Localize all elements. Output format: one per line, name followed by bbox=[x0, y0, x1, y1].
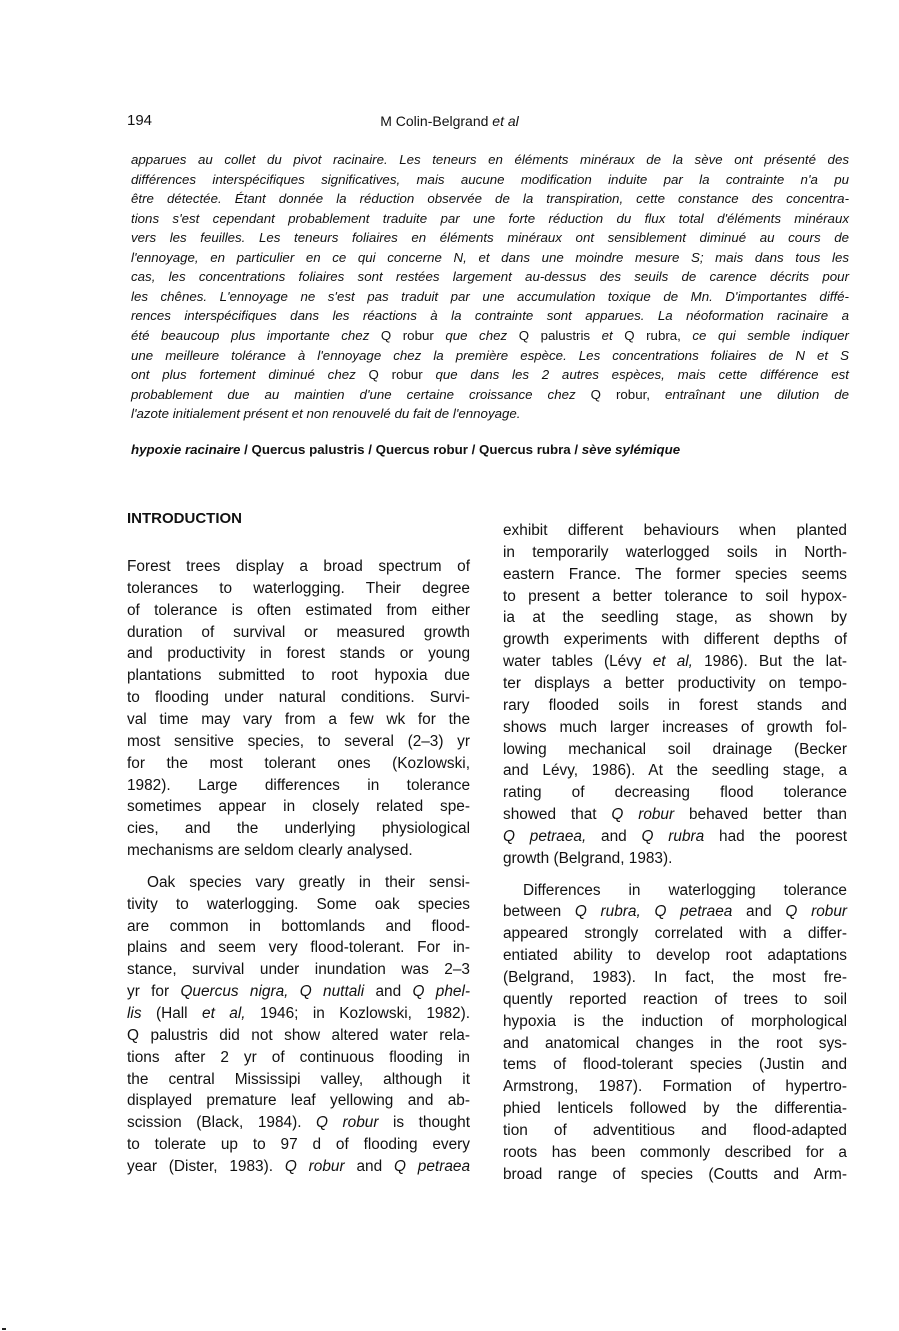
right-column-text: and bbox=[586, 827, 642, 845]
right-column-text: and Lévy, 1986). At the seedling stage, a bbox=[503, 762, 847, 780]
left-column-line bbox=[127, 818, 470, 840]
right-column-line bbox=[503, 542, 847, 564]
left-column-text: Q palustris did not show altered water rela- bbox=[127, 1026, 470, 1044]
right-column-line bbox=[503, 1076, 847, 1098]
right-column-text: et al, bbox=[652, 653, 693, 671]
abstract-text: Q robur bbox=[380, 327, 434, 343]
abstract-text: rences interspécifiques dans les réactions à la contrainte sont apparues. La néoformation racinaire a bbox=[131, 308, 849, 324]
left-column-text: scission (Black, 1984). bbox=[127, 1114, 317, 1132]
abstract-text: une meilleure tolérance à l'ennoyage chez la première espèce. Les concentrations foliaires de N et S bbox=[131, 347, 849, 363]
right-column-text: to present a better tolerance to soil hypox- bbox=[503, 587, 847, 605]
right-column-text: between bbox=[503, 903, 575, 921]
right-column-text: ia at the seedling stage, as shown by bbox=[503, 609, 847, 627]
right-column-text: Q rubra, Q petraea bbox=[574, 903, 733, 921]
left-column-line bbox=[127, 731, 470, 753]
abstract-text: les chênes. L'ennoyage ne s'est pas traduit par une accumulation toxique de Mn. D'importantes diffé- bbox=[131, 288, 849, 304]
right-column-text: hypoxia is the induction of morphological bbox=[503, 1012, 847, 1030]
left-column-line bbox=[127, 894, 470, 916]
abstract-line bbox=[131, 248, 849, 268]
left-column-line bbox=[127, 687, 470, 709]
left-column-text: Forest trees display a broad spectrum of bbox=[127, 558, 470, 575]
left-column-text: tions after 2 yr of continuous flooding in bbox=[127, 1048, 470, 1066]
abstract-text: Q robur, bbox=[590, 386, 650, 402]
right-column-text: phied lenticels followed by the differentia- bbox=[503, 1100, 847, 1118]
left-column-text: and productivity in forest stands or young bbox=[127, 645, 470, 663]
left-column-line bbox=[127, 709, 470, 731]
left-column-text: and bbox=[344, 1157, 394, 1175]
abstract-text: ce qui semble indiquer bbox=[680, 327, 849, 343]
left-column-text: plantations submitted to root hypoxia due bbox=[127, 667, 470, 685]
right-column-line bbox=[503, 717, 847, 739]
abstract-text: différences interspécifiques significatives, mais aucune modification induite par la contrainte n'a pu bbox=[131, 171, 849, 187]
right-column-text: water tables (Lévy bbox=[503, 653, 653, 671]
abstract-text: vers les feuilles. Les teneurs foliaires en éléments minéraux ont sensiblement diminué au cours de bbox=[131, 230, 849, 246]
left-column-line bbox=[127, 1112, 470, 1134]
right-column-text: appeared strongly correlated with a differ- bbox=[503, 925, 847, 943]
right-column-text: ter displays a better productivity on tempo- bbox=[503, 674, 847, 692]
right-column-line bbox=[503, 989, 847, 1011]
right-column-text: showed that bbox=[503, 806, 612, 824]
keyword-species: / Quercus palustris / Quercus robur / Quercus rubra / bbox=[240, 442, 582, 457]
right-column-line bbox=[503, 760, 847, 782]
left-column-line bbox=[127, 981, 470, 1003]
abstract-line bbox=[131, 365, 849, 385]
left-column-text: to tolerate up to 97 d of flooding every bbox=[127, 1136, 470, 1154]
right-column-text: roots has been commonly described for a bbox=[503, 1143, 847, 1161]
right-column-line bbox=[503, 695, 847, 717]
right-column-text: shows much larger increases of growth fol- bbox=[503, 718, 847, 736]
left-column-line bbox=[127, 796, 470, 818]
abstract-text: et bbox=[590, 327, 625, 343]
left-column-text: displayed premature leaf yellowing and ab- bbox=[127, 1092, 470, 1110]
left-column-line bbox=[127, 665, 470, 687]
abstract-text: Q robur bbox=[368, 367, 423, 383]
abstract-line bbox=[131, 346, 849, 366]
abstract-line bbox=[131, 326, 849, 346]
left-column-text: and bbox=[364, 983, 413, 1001]
left-column-text: cies, and the underlying physiological bbox=[127, 820, 470, 838]
abstract-line bbox=[131, 150, 849, 170]
right-column-text: Armstrong, 1987). Formation of hypertro- bbox=[503, 1078, 847, 1096]
abstract-text: cas, les concentrations foliaires sont restées largement au-dessus des seuils de carence décrits pour bbox=[131, 269, 849, 285]
left-column-line bbox=[147, 872, 470, 894]
abstract-text: être détectée. Étant donnée la réduction observée de la transpiration, cette constance des concentra- bbox=[131, 191, 849, 207]
scan-corner-mark bbox=[2, 1328, 6, 1330]
right-column-line bbox=[503, 1098, 847, 1120]
right-column-text: rating of decreasing flood tolerance bbox=[503, 784, 847, 802]
right-column-text: Differences in waterlogging tolerance bbox=[523, 881, 847, 899]
abstract-line bbox=[131, 385, 849, 405]
left-column-line bbox=[127, 775, 470, 797]
left-column-text: tolerances to waterlogging. Their degree bbox=[127, 579, 470, 597]
right-column-text: broad range of species (Coutts and Arm- bbox=[503, 1165, 847, 1183]
left-column-line bbox=[127, 556, 470, 578]
right-column-text: had the poorest bbox=[704, 827, 847, 845]
running-head-etal: et al bbox=[492, 113, 519, 129]
abstract-text: entraînant une dilution de bbox=[650, 386, 850, 402]
keyword-term: sève sylémique bbox=[581, 442, 681, 457]
left-column-line bbox=[127, 578, 470, 600]
right-column-text: and bbox=[732, 903, 786, 921]
right-column-text: tion of adventitious and flood-adapted bbox=[503, 1121, 847, 1139]
right-column-line bbox=[503, 629, 847, 651]
right-column-line bbox=[503, 673, 847, 695]
left-column-text: Quercus nigra, Q nuttali bbox=[180, 983, 365, 1001]
left-column-text: yr for bbox=[127, 983, 181, 1001]
left-column-line bbox=[127, 937, 470, 959]
left-column-text: Q phel- bbox=[412, 983, 470, 1001]
right-column-line bbox=[523, 880, 847, 902]
right-column-line bbox=[503, 1142, 847, 1164]
right-column-line bbox=[503, 564, 847, 586]
section-heading-introduction: INTRODUCTION bbox=[127, 510, 242, 527]
right-column-text: Q robur bbox=[611, 806, 675, 824]
left-column-text: sometimes appear in closely related spe- bbox=[127, 798, 470, 816]
left-column-text: lis bbox=[127, 1005, 142, 1022]
left-column-line bbox=[127, 1069, 470, 1091]
abstract-text: l'ennoyage, en particulier en ce qui concerne N, et dans une moindre mesure S; mais dans tous les bbox=[131, 249, 849, 265]
right-column-text: and anatomical changes in the root sys- bbox=[503, 1034, 847, 1052]
left-column-line bbox=[127, 1025, 470, 1047]
abstract-text: apparues au collet du pivot racinaire. Les teneurs en éléments minéraux de la sève ont présenté des bbox=[131, 152, 849, 167]
running-head-authors: M Colin-Belgrand bbox=[380, 113, 489, 129]
right-column-text: growth (Belgrand, 1983). bbox=[503, 849, 673, 867]
right-column-line bbox=[503, 1164, 847, 1186]
right-column-text: entiated ability to develop root adaptations bbox=[503, 947, 847, 965]
right-column-text: eastern France. The former species seems bbox=[503, 565, 847, 583]
abstract-line bbox=[131, 306, 849, 326]
left-column-text: for the most tolerant ones (Kozlowski, bbox=[127, 754, 470, 772]
left-column-text: Q robur bbox=[284, 1157, 345, 1175]
abstract-text: tions s'est cependant probablement traduite par une forte réduction du flux total d'éléments minéraux bbox=[131, 210, 849, 226]
right-column-text: Q rubra bbox=[641, 827, 705, 845]
right-column-line bbox=[503, 739, 847, 761]
left-column-text: year (Dister, 1983). bbox=[127, 1157, 285, 1175]
abstract-line bbox=[131, 170, 849, 190]
left-column-text: mechanisms are seldom clearly analysed. bbox=[127, 842, 413, 860]
right-column-text: exhibit different behaviours when planted bbox=[503, 522, 847, 539]
abstract-line bbox=[131, 209, 849, 229]
abstract-line bbox=[131, 228, 849, 248]
abstract-line bbox=[131, 267, 849, 287]
left-column-text: the central Mississipi valley, although it bbox=[127, 1070, 470, 1088]
left-column-line bbox=[127, 643, 470, 665]
abstract-text: été beaucoup plus importante chez bbox=[131, 327, 381, 343]
left-column-text: tivity to waterlogging. Some oak species bbox=[127, 895, 470, 913]
abstract-line bbox=[131, 189, 849, 209]
left-column-text: to flooding under natural conditions. Survi- bbox=[127, 689, 470, 707]
right-column-line bbox=[503, 782, 847, 804]
right-column-text: tems of flood-tolerant species (Justin and bbox=[503, 1056, 847, 1074]
right-column-text: rary flooded soils in forest stands and bbox=[503, 696, 847, 714]
right-column-line bbox=[503, 967, 847, 989]
left-column-line bbox=[127, 916, 470, 938]
left-column-line bbox=[127, 600, 470, 622]
right-column-text: behaved better than bbox=[674, 806, 847, 824]
right-column-line bbox=[503, 607, 847, 629]
right-column-line bbox=[503, 520, 847, 542]
left-column-text: plains and seem very flood-tolerant. For in- bbox=[127, 939, 470, 957]
right-column-text: (Belgrand, 1983). In fact, the most fre- bbox=[503, 969, 847, 986]
left-column-line bbox=[127, 840, 470, 862]
left-column-text: stance, survival under inundation was 2–3 bbox=[127, 961, 470, 979]
right-column-text: growth experiments with different depths of bbox=[503, 631, 847, 649]
right-column-line bbox=[503, 1120, 847, 1142]
right-column-line bbox=[503, 945, 847, 967]
left-column-line bbox=[127, 1134, 470, 1156]
right-column-line bbox=[503, 1033, 847, 1055]
right-column-text: in temporarily waterlogged soils in North- bbox=[503, 543, 847, 561]
right-column-line bbox=[503, 826, 847, 848]
abstract-line bbox=[131, 287, 849, 307]
left-column-line bbox=[127, 753, 470, 775]
left-column-text: Oak species vary greatly in their sensi- bbox=[147, 873, 470, 891]
left-column-text: (Hall bbox=[141, 1005, 203, 1022]
left-column-text: 1982). Large differences in tolerance bbox=[127, 776, 470, 794]
left-column-text: duration of survival or measured growth bbox=[127, 623, 470, 641]
abstract-text: Q palustris bbox=[518, 327, 591, 343]
left-column-text: are common in bottomlands and flood- bbox=[127, 917, 470, 935]
abstract-line bbox=[131, 404, 849, 424]
abstract-text: ont plus fortement diminué chez bbox=[131, 367, 369, 383]
right-column-text: Q petraea, bbox=[503, 827, 587, 845]
keywords bbox=[131, 442, 849, 457]
right-column-text: lowing mechanical soil drainage (Becker bbox=[503, 740, 847, 758]
right-column-line bbox=[503, 804, 847, 826]
left-column-line bbox=[127, 1003, 470, 1025]
abstract-text: que dans les 2 autres espèces, mais cette différence est bbox=[422, 367, 849, 383]
right-column-line bbox=[503, 651, 847, 673]
left-column-text: val time may vary from a few wk for the bbox=[127, 710, 470, 728]
left-column-text: Q robur bbox=[316, 1114, 379, 1132]
right-column-line bbox=[503, 923, 847, 945]
right-column-line bbox=[503, 1011, 847, 1033]
left-column-text: most sensitive species, to several (2–3) yr bbox=[127, 732, 470, 750]
right-column-line bbox=[503, 1054, 847, 1076]
abstract-text: que chez bbox=[433, 327, 519, 343]
right-column-line bbox=[503, 848, 847, 870]
left-column-text: et al, bbox=[202, 1005, 246, 1022]
abstract-text: Q rubra, bbox=[624, 327, 681, 343]
left-column-text: is thought bbox=[378, 1114, 470, 1132]
left-column-text: 1946; in Kozlowski, 1982). bbox=[245, 1005, 471, 1022]
left-column-line bbox=[127, 1090, 470, 1112]
right-column-line bbox=[503, 901, 847, 923]
page-number: 194 bbox=[127, 112, 153, 129]
right-column-text: 1986). But the lat- bbox=[692, 653, 848, 671]
right-column-text: quently reported reaction of trees to soil bbox=[503, 990, 847, 1008]
abstract-text: l'azote initialement présent et non renouvelé du fait de l'ennoyage. bbox=[131, 406, 521, 422]
right-column-text: Q robur bbox=[785, 903, 848, 921]
left-column-line bbox=[127, 959, 470, 981]
left-column-text: of tolerance is often estimated from either bbox=[127, 601, 470, 619]
left-column-line bbox=[127, 622, 470, 644]
right-column-line bbox=[503, 586, 847, 608]
left-column-line bbox=[127, 1156, 470, 1178]
running-head bbox=[0, 113, 899, 129]
keyword-term: hypoxie racinaire bbox=[131, 442, 241, 457]
left-column-text: Q petraea bbox=[393, 1157, 470, 1175]
left-column-line bbox=[127, 1047, 470, 1069]
abstract-text: probablement due au maintien d'une certaine croissance chez bbox=[131, 386, 591, 402]
